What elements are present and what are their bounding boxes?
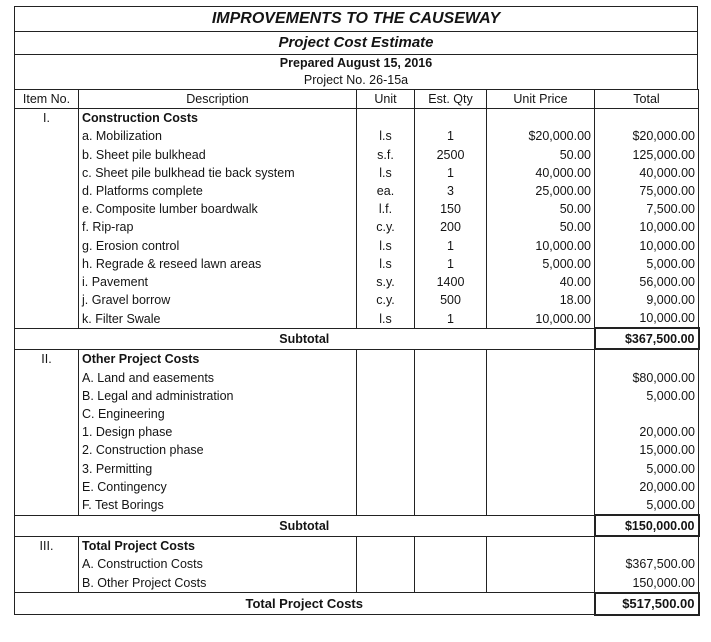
- line-description: e. Composite lumber boardwalk: [79, 200, 357, 218]
- line-total: 5,000.00: [595, 255, 699, 273]
- line-qty: 500: [415, 291, 487, 309]
- line-unit: c.y.: [357, 218, 415, 236]
- line-unit-price: 18.00: [487, 291, 595, 309]
- table-row: [15, 460, 699, 478]
- line-total: 5,000.00: [595, 460, 699, 478]
- line-total: 20,000.00: [595, 423, 699, 441]
- table-row: [15, 387, 699, 405]
- line-description: f. Rip-rap: [79, 218, 357, 236]
- column-header-row: [15, 90, 699, 109]
- line-description: B. Legal and administration: [79, 387, 357, 405]
- line-description: c. Sheet pile bulkhead tie back system: [79, 164, 357, 182]
- line-total: 20,000.00: [595, 478, 699, 496]
- table-row: [15, 182, 699, 200]
- line-description: 2. Construction phase: [79, 441, 357, 459]
- table-row: [15, 273, 699, 291]
- section-heading: Total Project Costs: [79, 536, 357, 555]
- table-row: [15, 237, 699, 255]
- col-est-qty: Est. Qty: [415, 90, 487, 109]
- subtotal-label: Subtotal: [15, 515, 595, 536]
- line-qty: 1: [415, 255, 487, 273]
- cost-table: [14, 89, 700, 616]
- grand-total-value: $517,500.00: [595, 593, 699, 615]
- document-title: IMPROVEMENTS TO THE CAUSEWAY: [14, 6, 698, 31]
- subtotal-row: [15, 328, 699, 349]
- cost-estimate-sheet: [14, 6, 698, 616]
- line-qty: 1: [415, 237, 487, 255]
- line-total: 7,500.00: [595, 200, 699, 218]
- line-description: g. Erosion control: [79, 237, 357, 255]
- line-total: 150,000.00: [595, 574, 699, 593]
- line-total: 10,000.00: [595, 237, 699, 255]
- line-total: 9,000.00: [595, 291, 699, 309]
- line-qty: 3: [415, 182, 487, 200]
- section-heading-row: [15, 349, 699, 368]
- line-qty: 1: [415, 164, 487, 182]
- section-heading-row: [15, 109, 699, 128]
- line-unit: c.y.: [357, 291, 415, 309]
- line-unit-price: 25,000.00: [487, 182, 595, 200]
- col-total: Total: [595, 90, 699, 109]
- line-description: b. Sheet pile bulkhead: [79, 146, 357, 164]
- table-row: [15, 574, 699, 593]
- line-description: d. Platforms complete: [79, 182, 357, 200]
- line-total: 5,000.00: [595, 387, 699, 405]
- line-total: 15,000.00: [595, 441, 699, 459]
- line-unit: s.y.: [357, 273, 415, 291]
- table-row: [15, 423, 699, 441]
- col-description: Description: [79, 90, 357, 109]
- line-total: 75,000.00: [595, 182, 699, 200]
- line-description: a. Mobilization: [79, 127, 357, 145]
- line-total: 10,000.00: [595, 218, 699, 236]
- line-unit: l.f.: [357, 200, 415, 218]
- line-unit-price: 40.00: [487, 273, 595, 291]
- subtotal-value: $150,000.00: [595, 515, 699, 536]
- line-total: 5,000.00: [595, 496, 699, 515]
- subtotal-value: $367,500.00: [595, 328, 699, 349]
- line-unit: l.s: [357, 164, 415, 182]
- document-subtitle: Project Cost Estimate: [14, 31, 698, 54]
- line-description: C. Engineering: [79, 405, 357, 423]
- line-total: $367,500.00: [595, 555, 699, 573]
- table-row: [15, 127, 699, 145]
- line-unit-price: 50.00: [487, 146, 595, 164]
- col-item-no: Item No.: [15, 90, 79, 109]
- subtotal-row: [15, 515, 699, 536]
- line-unit-price: 5,000.00: [487, 255, 595, 273]
- line-description: 1. Design phase: [79, 423, 357, 441]
- line-description: E. Contingency: [79, 478, 357, 496]
- line-total: $80,000.00: [595, 369, 699, 387]
- line-description: i. Pavement: [79, 273, 357, 291]
- line-unit: l.s: [357, 237, 415, 255]
- project-number: Project No. 26-15a: [14, 72, 698, 89]
- table-row: [15, 496, 699, 515]
- grand-total-label: Total Project Costs: [15, 593, 595, 615]
- line-total: 125,000.00: [595, 146, 699, 164]
- table-row: [15, 441, 699, 459]
- table-row: [15, 309, 699, 328]
- line-qty: 1400: [415, 273, 487, 291]
- table-row: [15, 200, 699, 218]
- col-unit-price: Unit Price: [487, 90, 595, 109]
- table-row: [15, 291, 699, 309]
- line-unit: l.s: [357, 309, 415, 328]
- line-total: 10,000.00: [595, 309, 699, 328]
- line-unit-price: 10,000.00: [487, 309, 595, 328]
- line-total: $20,000.00: [595, 127, 699, 145]
- table-row: [15, 255, 699, 273]
- line-qty: 200: [415, 218, 487, 236]
- line-description: A. Construction Costs: [79, 555, 357, 573]
- line-description: 3. Permitting: [79, 460, 357, 478]
- line-qty: 1: [415, 309, 487, 328]
- line-unit: s.f.: [357, 146, 415, 164]
- line-description: j. Gravel borrow: [79, 291, 357, 309]
- section-heading: Construction Costs: [79, 109, 357, 128]
- section-number: I.: [15, 109, 79, 128]
- section-number: III.: [15, 536, 79, 555]
- section-heading: Other Project Costs: [79, 349, 357, 368]
- grand-total-row: [15, 593, 699, 615]
- line-unit-price: 10,000.00: [487, 237, 595, 255]
- col-unit: Unit: [357, 90, 415, 109]
- line-qty: 150: [415, 200, 487, 218]
- section-number: II.: [15, 349, 79, 368]
- line-unit-price: $20,000.00: [487, 127, 595, 145]
- line-total: [595, 405, 699, 423]
- line-description: A. Land and easements: [79, 369, 357, 387]
- prepared-date: Prepared August 15, 2016: [14, 54, 698, 72]
- line-description: k. Filter Swale: [79, 309, 357, 328]
- line-total: 40,000.00: [595, 164, 699, 182]
- line-qty: 1: [415, 127, 487, 145]
- line-qty: 2500: [415, 146, 487, 164]
- subtotal-label: Subtotal: [15, 328, 595, 349]
- line-unit-price: 50.00: [487, 200, 595, 218]
- line-description: B. Other Project Costs: [79, 574, 357, 593]
- table-row: [15, 405, 699, 423]
- line-unit-price: 50.00: [487, 218, 595, 236]
- section-heading-row: [15, 536, 699, 555]
- line-description: F. Test Borings: [79, 496, 357, 515]
- line-unit: l.s: [357, 255, 415, 273]
- table-row: [15, 369, 699, 387]
- line-unit: ea.: [357, 182, 415, 200]
- line-unit-price: 40,000.00: [487, 164, 595, 182]
- table-row: [15, 555, 699, 573]
- line-unit: l.s: [357, 127, 415, 145]
- table-row: [15, 478, 699, 496]
- line-total: 56,000.00: [595, 273, 699, 291]
- line-description: h. Regrade & reseed lawn areas: [79, 255, 357, 273]
- table-row: [15, 146, 699, 164]
- table-row: [15, 218, 699, 236]
- table-row: [15, 164, 699, 182]
